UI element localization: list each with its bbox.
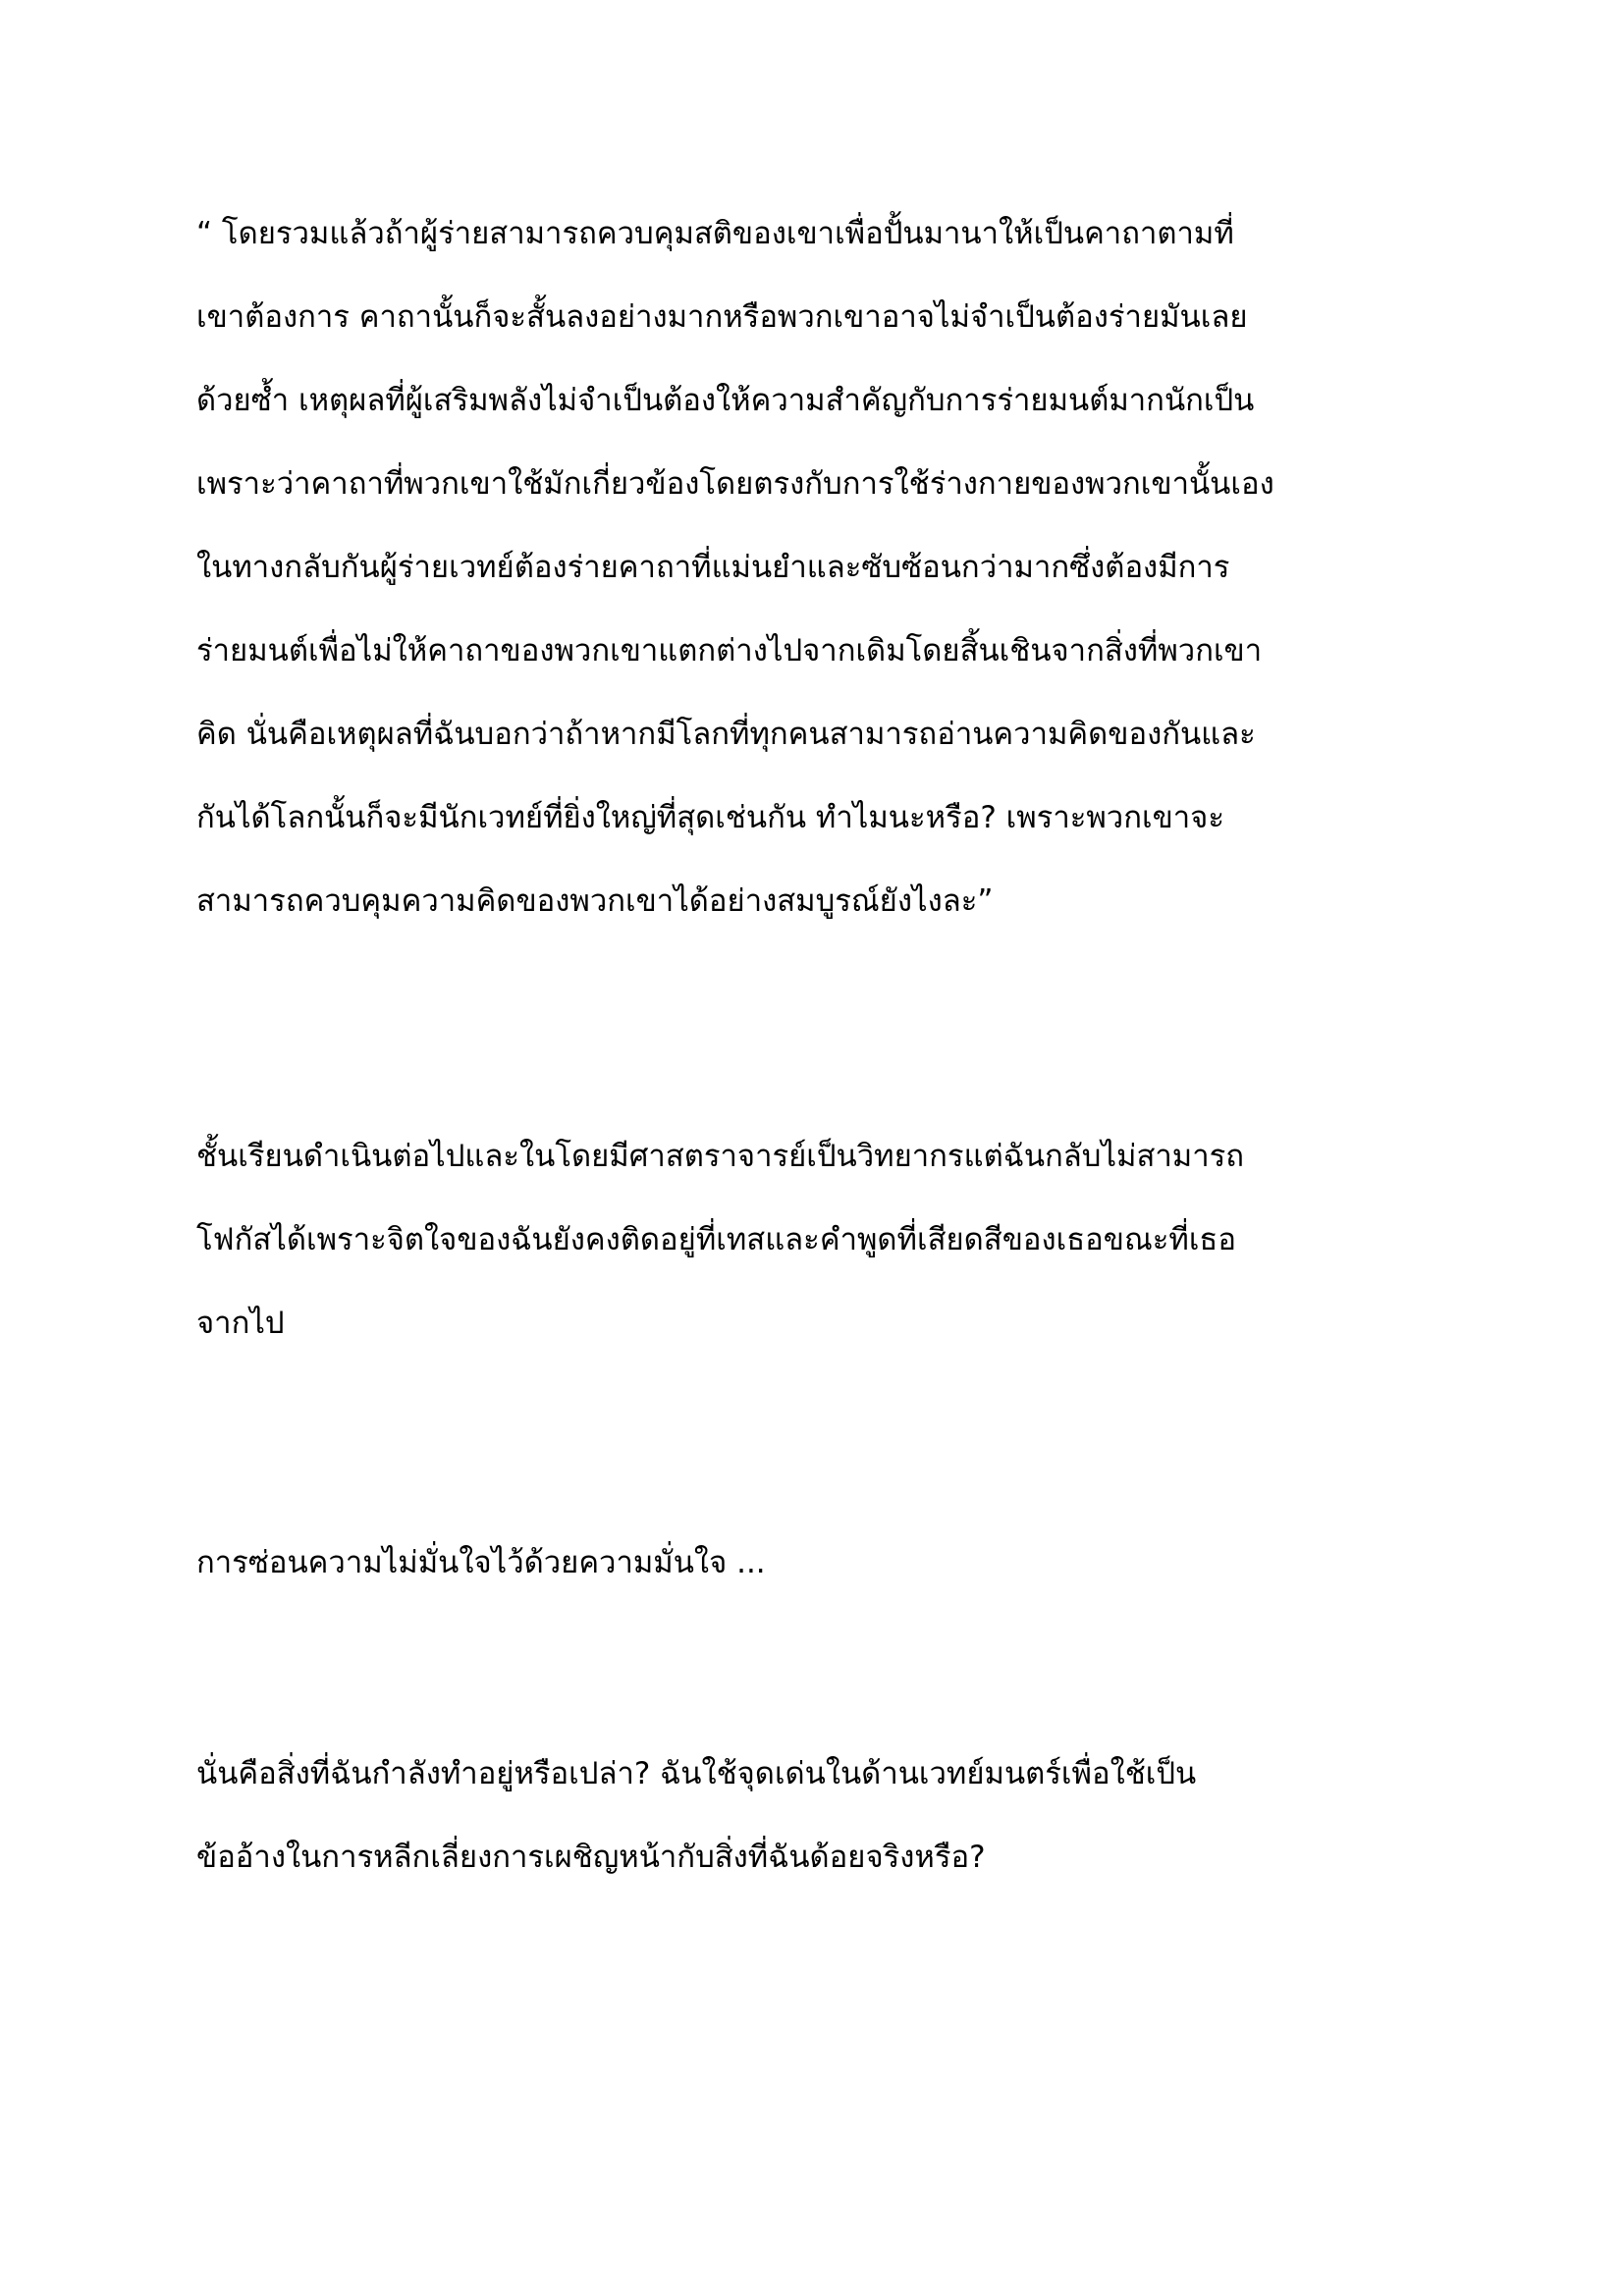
text-line: ชั้นเรียนดำเนินต่อไปและในโดยมีศาสตราจารย์เป็นวิทยากรแต่ฉันกลับไม่สามารถ	[196, 1139, 1245, 1174]
text-line: “ โดยรวมแล้วถ้าผู้ร่ายสามารถควบคุมสติของเขาเพื่อปั้นมานาให้เป็นคาถาตามที่	[196, 216, 1234, 251]
text-line: ข้ออ้างในการหลีกเลี่ยงการเผชิญหน้ากับสิ่งที่ฉันด้อยจริงหรือ?	[196, 1840, 986, 1875]
text-line: นั่นคือสิ่งที่ฉันกำลังทำอยู่หรือเปล่า? ฉันใช้จุดเด่นในด้านเวทย์มนตร์เพื่อใช้เป็น	[196, 1756, 1197, 1791]
text-line: เขาต้องการ คาถานั้นก็จะสั้นลงอย่างมากหรือพวกเขาอาจไม่จำเป็นต้องร่ายมันเลย	[196, 299, 1248, 335]
text-line: โฟกัสได้เพราะจิตใจของฉันยังคงติดอยู่ที่เทสและคำพูดที่เสียดสีของเธอขณะที่เธอ	[196, 1222, 1236, 1257]
text-line: จากไป	[196, 1306, 285, 1341]
text-line: การซ่อนความไม่มั่นใจไว้ด้วยความมั่นใจ ...	[196, 1545, 766, 1580]
text-line: สามารถควบคุมความคิดของพวกเขาได้อย่างสมบูรณ์ยังไงละ”	[196, 883, 994, 919]
paragraph-thought	[196, 1522, 1434, 1605]
text-line: คิด นั่นคือเหตุผลที่ฉันบอกว่าถ้าหากมีโลกที่ทุกคนสามารถอ่านความคิดของกันและ	[196, 717, 1256, 752]
paragraph-quote	[196, 192, 1434, 943]
text-line: ร่ายมนต์เพื่อไม่ให้คาถาของพวกเขาแตกต่างไปจากเดิมโดยสิ้นเชินจากสิ่งที่พวกเขา	[196, 633, 1263, 668]
paragraph-narration	[196, 1115, 1434, 1365]
text-line: เพราะว่าคาถาที่พวกเขาใช้มักเกี่ยวข้องโดยตรงกับการใช้ร่างกายของพวกเขานั้นเอง	[196, 466, 1274, 502]
text-line: กันได้โลกนั้นก็จะมีนักเวทย์ที่ยิ่งใหญ่ที่สุดเช่นกัน ทำไมนะหรือ? เพราะพวกเขาจะ	[196, 800, 1224, 835]
paragraph-question	[196, 1733, 1434, 1899]
text-line: ในทางกลับกันผู้ร่ายเวทย์ต้องร่ายคาถาที่แม่นยำและซับซ้อนกว่ามากซึ่งต้องมีการ	[196, 550, 1230, 585]
text-line: ด้วยซ้ำ เหตุผลที่ผู้เสริมพลังไม่จำเป็นต้องให้ความสำคัญกับการร่ายมนต์มากนักเป็น	[196, 383, 1255, 418]
